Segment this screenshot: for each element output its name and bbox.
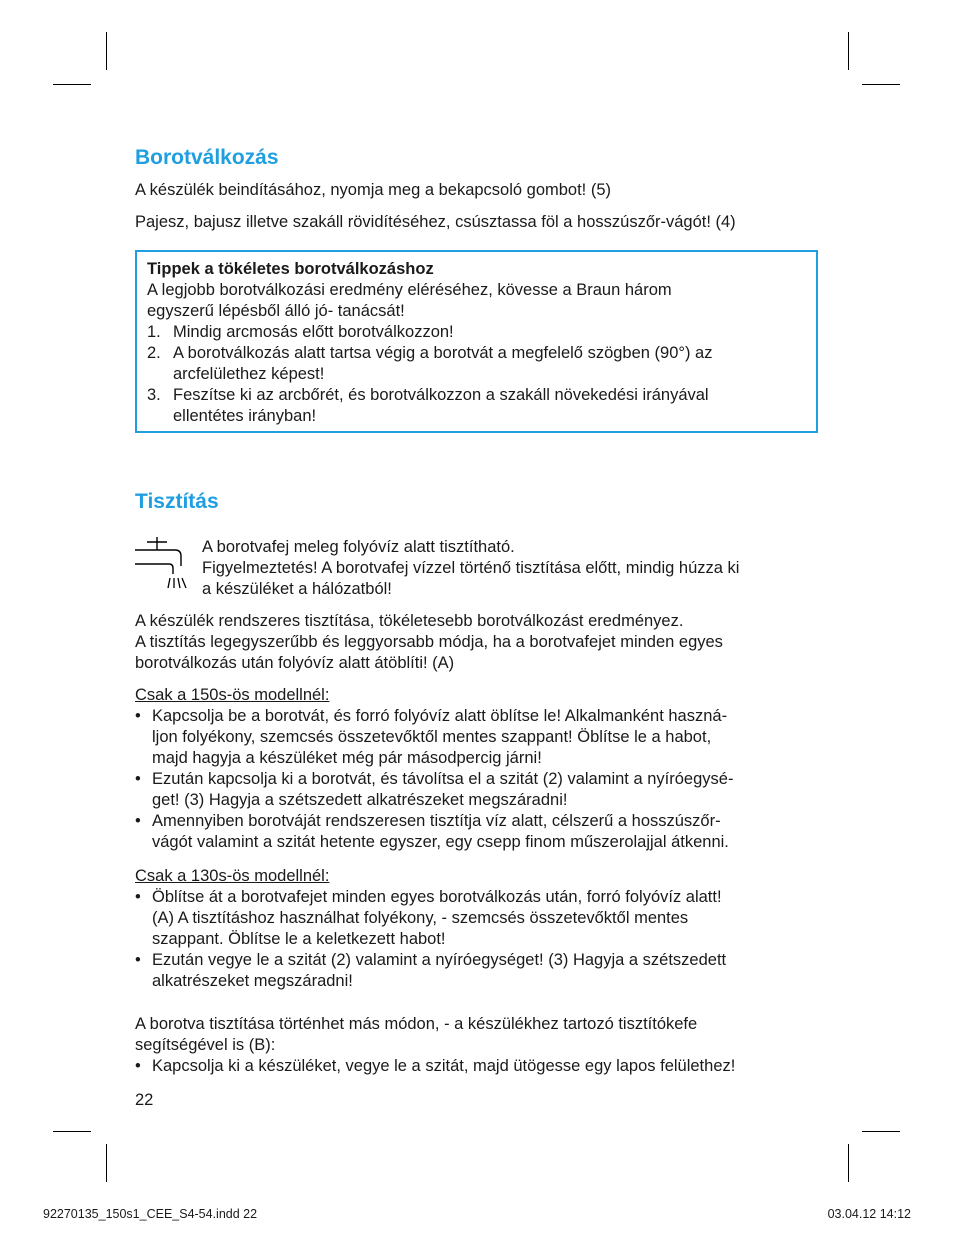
section-title-shaving: Borotválkozás bbox=[135, 146, 279, 169]
list-item: • Kapcsolja be a borotvát, és forró folyóvíz alatt öblítse le! Alkalmanként haszná- bbox=[135, 707, 728, 725]
page-number: 22 bbox=[135, 1091, 154, 1109]
list-item: • Ezután vegye le a szitát (2) valamint a nyíróegységet! (3) Hagyja a szétszedett bbox=[135, 951, 727, 969]
crop-mark bbox=[848, 32, 849, 70]
model-130s-section: Csak a 130s-ös modellnél: • Öblítse át a borotvafejet minden egyes borotválkozás után, forró folyóvíz alatt! (A) A tisztításhoz használhat folyékony, - szemcsés összetevőktől mentes szappant. Öblítse le a keletkezett habot! • Ezután vegye le a szitát (2) valamint a nyíróegységet! (3) Hagyja a szétszedett alkatrészeket megszáradni! bbox=[135, 867, 727, 990]
tips-title: Tippek a tökéletes borotválkozáshoz bbox=[147, 260, 434, 278]
list-item: • Amennyiben borotváját rendszeresen tisztítja víz alatt, célszerű a hosszúszőr- bbox=[135, 812, 721, 830]
crop-mark bbox=[862, 1131, 900, 1132]
crop-mark bbox=[862, 84, 900, 85]
tips-item-3: 3. Feszítse ki az arcbőrét, és borotválkozzon a szakáll növekedési irányával bbox=[147, 386, 709, 404]
cleaning-warning: A borotvafej meleg folyóvíz alatt tisztítható. Figyelmeztetés! A borotvafej vízzel történő tisztítása előtt, mindig húzza ki a készüléket a hálózatból! bbox=[202, 538, 740, 598]
cleaning-intro: A készülék rendszeres tisztítása, tökéletesebb borotválkozást eredményez. A tisztítás legegyszerűbb és leggyorsabb módja, ha a borotvafejet minden egyes borotválkozás után folyóvíz alatt átöblíti! (A) bbox=[135, 612, 723, 672]
tips-item-3-cont: ellentétes irányban! bbox=[173, 407, 317, 425]
tips-item-2-cont: arcfelülethez képest! bbox=[173, 365, 325, 383]
crop-mark bbox=[848, 1144, 849, 1182]
alternative-cleaning: A borotva tisztítása történhet más módon, - a készülékhez tartozó tisztítókefe segítségével is (B): • Kapcsolja ki a készüléket, vegye le a szitát, majd ütögesse egy lapos felülethez! bbox=[135, 1015, 736, 1075]
model-150s-section: Csak a 150s-ös modellnél: • Kapcsolja be a borotvát, és forró folyóvíz alatt öblítse le! Alkalmanként haszná- ljon folyékony, szemcsés összetevőktől mentes szappant! Öblítse le a habot, majd hagyja a készüléket még pár másodpercig járni! • Ezután kapcsolja ki a borotvát, és távolítsa el a szitát (2) valamint a nyíróegysé- get! (3) Hagyja a szétszedett alkatrészeket megszáradni! • Amennyiben borotváját rendszeresen tisztítja víz alatt, célszerű a hosszúszőr- vágót valamint a szitát hetente egyszer, egy csepp finom műszerolajjal átkenni. bbox=[135, 686, 734, 851]
list-item: • Öblítse át a borotvafejet minden egyes borotválkozás után, forró folyóvíz alatt! bbox=[135, 888, 722, 906]
shaving-paragraph-2: Pajesz, bajusz illetve szakáll rövidítéséhez, csúsztassa föl a hosszúszőr-vágót! (4) bbox=[135, 213, 736, 231]
tips-box bbox=[135, 250, 818, 433]
model-130s-title: Csak a 130s-ös modellnél: bbox=[135, 867, 330, 885]
list-item: • Ezután kapcsolja ki a borotvát, és távolítsa el a szitát (2) valamint a nyíróegysé- bbox=[135, 770, 734, 788]
tips-item-2: 2. A borotválkozás alatt tartsa végig a borotvát a megfelelő szögben (90°) az bbox=[147, 344, 713, 362]
tips-item-1: 1. Mindig arcmosás előtt borotválkozzon! bbox=[147, 323, 454, 341]
shaving-paragraph-1: A készülék beindításához, nyomja meg a bekapcsoló gombot! (5) bbox=[135, 181, 612, 199]
footer-file-info: 92270135_150s1_CEE_S4-54.indd 22 bbox=[43, 1207, 258, 1221]
section-title-cleaning: Tisztítás bbox=[135, 490, 219, 513]
crop-mark bbox=[106, 32, 107, 70]
crop-mark bbox=[106, 1144, 107, 1182]
crop-mark bbox=[53, 1131, 91, 1132]
footer-datetime: 03.04.12 14:12 bbox=[827, 1207, 911, 1221]
crop-mark bbox=[53, 84, 91, 85]
tips-intro: egyszerű lépésből álló jó- tanácsát! bbox=[147, 302, 405, 320]
tips-intro: A legjobb borotválkozási eredmény eléréséhez, kövesse a Braun három bbox=[147, 281, 672, 299]
faucet-icon bbox=[133, 536, 193, 592]
model-150s-title: Csak a 150s-ös modellnél: bbox=[135, 686, 330, 704]
list-item: • Kapcsolja ki a készüléket, vegye le a szitát, majd ütögesse egy lapos felülethez! bbox=[135, 1057, 736, 1075]
